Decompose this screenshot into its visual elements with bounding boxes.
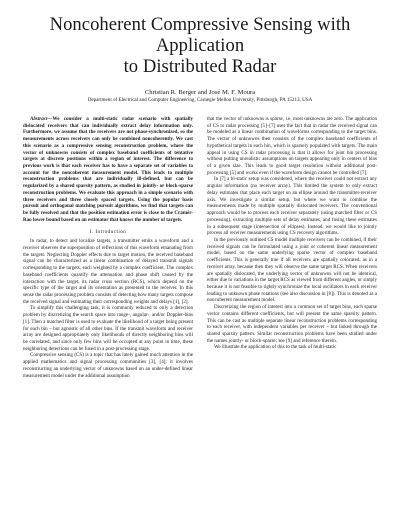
col2-paragraph-1: that the vector of unknowns is sparse, i.e, most unknowns are zero. The application of CS to radar processing [5]–[7] uses the fact that in radar the received signal can be modeled as a linear combination of waveforms corresponding to the target bins. The vector of unknowns then consists of the complex baseband coefficients of hypothetical targets in each bin, which is sparsely populated with targets. The main appeal in using CS in radar processing is that it allows for joint bin processing without putting unrealistic assumptions on targets appearing only in centers of bins of a given size. This leads to good target resolution without additional post-processing [5] and works even if the waveform design cannot be controlled [7]. (207, 116, 377, 176)
section-heading-introduction: I. Introduction (89, 228, 127, 235)
abstract (23, 116, 193, 224)
col2-paragraph-3: In the previously outlined CS model multiple receivers can be combined, if their received signals can be formulated using a joint or coherent linear measurement model, based on the same underlying sparse vector of complex baseband coefficients. This is generally true if all receivers are spatially colocated, as in a receiver array, because then they will observe the same target RCS. When receivers are spatially dislocated, the underlying vector of unknowns will not be identical, either due to variations in the target RCS as viewed from different angles, or simply because it is not feasible to tightly synchronize the local oscillators in each receiver leading to unknown phase rotations (see also discussion in [8]). This is denoted as a noncoherent measurement model. (207, 236, 377, 304)
title-line-2: to Distributed Radar (123, 56, 277, 77)
left-column (23, 116, 193, 379)
author-affiliation: Department of Electrical and Computer Engineering, Carnegie Mellon University, Pittsburgh, PA 15213, USA (87, 97, 313, 103)
author-list: Christian R. Berger and José M. F. Moura (144, 89, 256, 96)
abstract-text: —We consider a multi-static radar scenario with spatially dislocated receivers that can individually extract delay information only. Furthermore, we assume that the receivers are not phase-synchronized, so the measurements across receivers can only be combined noncoherently. We cast this scenario as a compressive sensing reconstruction problem, where the vector of unknowns consists of complex baseband coefficients of tentative targets at discrete positions within a region of interest. The difference to previous work is that each receiver has to have a separate set of variables to account for the noncoherent measurement model. This leads to multiple reconstruction problems that are individually ill-defined, but can be regularized by a shared sparsity pattern, as studied in jointly- or block-sparse reconstruction problems. We evaluate this approach in a simple scenario with three receivers and three closely spaced targets. Using the popular basis pursuit and orthogonal matching pursuit algorithms, we find that targets can be fully resolved and that the position estimation error is close to the Cramér-Rao lower bound based on an estimator that knows the number of targets. (23, 116, 193, 223)
intro-paragraph-1: In radar, to detect and localize targets, a transmitter emits a waveform and a receiver observes the superposition of reflections of this waveform emanating from the targets. Neglecting Doppler effects due to target motion, the received baseband signal can be characterized as a linear combination of delayed transmit signals corresponding to the targets, each weighted by a complex coefficient. The complex baseband coefficients quantify the attenuation and phase shift caused by the interaction with the target, its radar cross section (RCS), which depend on the specific type of the target and its orientation as presented to the receiver. In this sense the radar processing problem consists of detecting how many targets compose the received signal and estimating their corresponding weights and delays [1], [2]. (23, 238, 193, 305)
abstract-lead: Abstract (30, 116, 48, 122)
two-column-body (23, 116, 377, 379)
right-column (207, 116, 377, 379)
intro-paragraph-2: To simplify this challenging task, it is commonly reduced to only a detection problem by discretizing the search space into range-, angular-, and/or Doppler-bins [1]. Then a matched filter is used to evaluate the likelihood of a target being present for each bin – but agnostic of all other bins. If the transmit waveform and receiver array are designed appropriately only likelihoods of directly neighboring bins will be correlated, and since only few bins will be occupied at any point in time, these neighboring detections can be fused in a post-processing stage. (23, 305, 193, 352)
col2-paragraph-5: We illustrate the application of this to the task of multi-static (214, 344, 337, 351)
title-line-1: Noncoherent Compressive Sensing with Application (49, 14, 351, 56)
paper-title (23, 14, 377, 77)
col2-paragraph-4: Discretizing the region of interest into a common set of target bins, each sparse vector contains different coefficients, but will present the same sparsity pattern. This can be cast as multiple separate linear reconstruction problems corresponding to each receiver, with independent variables per receiver – but linked through the shared sparsity pattern. Similar reconstruction problems have been studied under the names jointly- or block-sparse; see [9] and reference therein. (207, 304, 377, 344)
intro-paragraph-3: Compressive sensing (CS) is a topic that has lately gained much attention in the applied mathematics and signal processing communities [3], [4]; it involves reconstructing an underlying vector of unknowns based on an under-defined linear measurement model under the additional assumption (23, 352, 193, 379)
col2-paragraph-2: In [7] a bi-static setup was considered, where the receiver could not extract any angular information (no receiver array). This limited the system to only extract delay estimates that place each target on an ellipse around the transmitter-receiver axis. We investigate a similar setup, but where we want to combine the measurements made by multiple spatially dislocated receivers. The conventional approach would be to process each receiver separately (using matched filter or CS processing), extracting multiple sets of delay estimates, and fusing these estimates in a subsequent stage (intersection of ellipses). Instead, we would like to jointly process all receiver measurements using CS recovery algorithms. (207, 176, 377, 237)
